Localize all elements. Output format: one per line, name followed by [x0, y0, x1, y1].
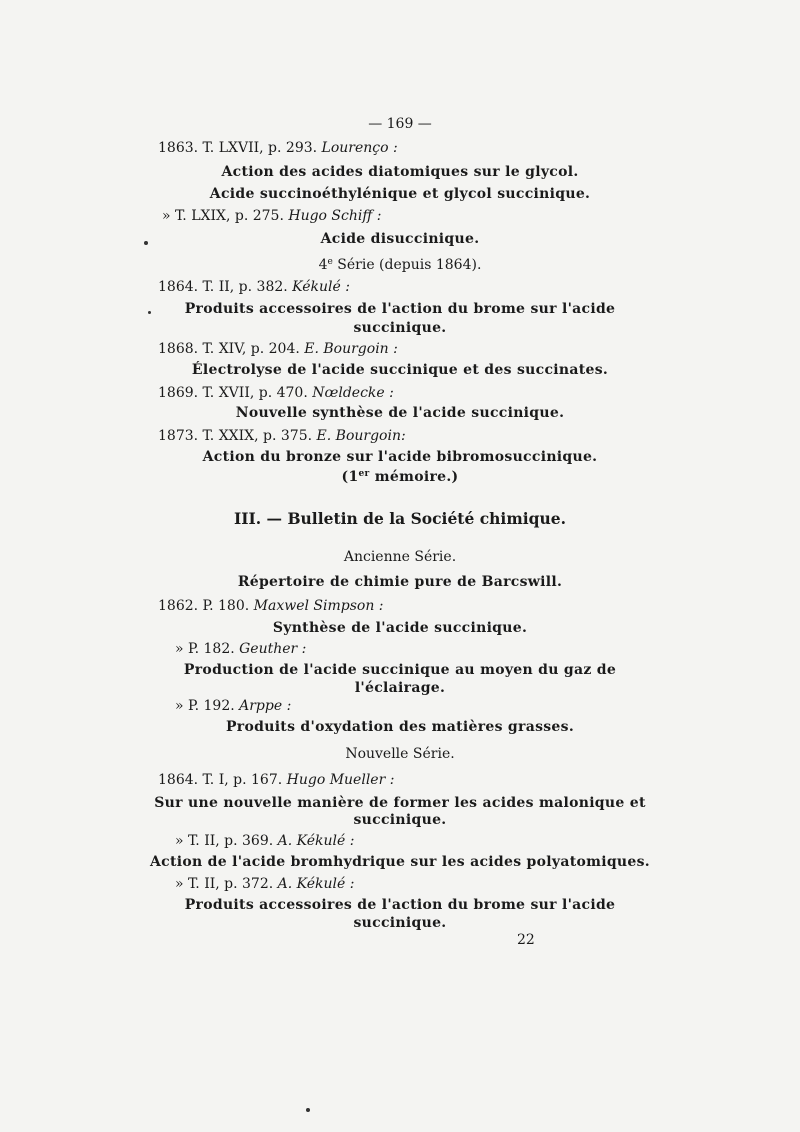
- citation-ref: 1869. T. XVII, p. 470.: [158, 385, 308, 401]
- series-heading: 4e Série (depuis 1864).: [318, 257, 482, 273]
- print-speck: [148, 311, 151, 314]
- article-title: Action des acides diatomiques sur le glycol.: [221, 164, 579, 180]
- page-number: — 169 —: [368, 116, 432, 132]
- article-title-cont: succinique.: [353, 915, 447, 931]
- repertoire-title: Répertoire de chimie pure de Barcswill.: [237, 574, 563, 590]
- citation-ref: » T. II, p. 372.: [175, 876, 274, 892]
- citation-line: [175, 698, 291, 714]
- citation-ref: 1864. T. I, p. 167.: [158, 772, 283, 788]
- citation-ref: 1864. T. II, p. 382.: [158, 279, 288, 295]
- citation-author: A. Kékulé :: [277, 833, 355, 849]
- citation-author: E. Bourgoin :: [304, 341, 398, 357]
- citation-line: [158, 341, 398, 357]
- citation-author: A. Kékulé :: [277, 876, 355, 892]
- article-title: Produits accessoires de l'action du brome sur l'acide: [184, 897, 616, 913]
- article-title: Synthèse de l'acide succinique.: [272, 620, 528, 636]
- article-title: Électrolyse de l'acide succinique et des succinates.: [191, 362, 609, 378]
- citation-ref: 1873. T. XXIX, p. 375.: [158, 428, 313, 444]
- series-heading: Ancienne Série.: [343, 549, 457, 565]
- citation-author: E. Bourgoin:: [316, 428, 406, 444]
- article-title: Action de l'acide bromhydrique sur les acides polyatomiques.: [150, 854, 650, 870]
- citation-line: [158, 428, 406, 444]
- citation-line: [162, 208, 381, 224]
- citation-author: Hugo Schiff :: [288, 208, 382, 224]
- citation-line: [158, 385, 394, 401]
- citation-author: Lourenço :: [321, 140, 398, 156]
- citation-line: [158, 279, 350, 295]
- citation-author: Arppe :: [239, 698, 292, 714]
- series-heading: Nouvelle Série.: [345, 746, 455, 762]
- citation-ref: » T. II, p. 369.: [175, 833, 274, 849]
- print-speck: [306, 1108, 310, 1112]
- article-title: Acide disuccinique.: [320, 231, 480, 247]
- article-title: Sur une nouvelle manière de former les acides malonique et: [154, 795, 646, 811]
- citation-line: [175, 833, 354, 849]
- citation-ref: » P. 182.: [175, 641, 235, 657]
- print-speck: [144, 241, 148, 245]
- article-title: Produits d'oxydation des matières grasses.: [225, 719, 574, 735]
- citation-ref: 1868. T. XIV, p. 204.: [158, 341, 300, 357]
- citation-author: Nœldecke :: [312, 385, 394, 401]
- citation-author: Maxwel Simpson :: [253, 598, 384, 614]
- citation-line: [158, 598, 384, 614]
- article-title-cont: succinique.: [353, 320, 447, 336]
- citation-line: [158, 140, 398, 156]
- memoire-note: (1er mémoire.): [341, 469, 459, 485]
- signature-mark: 22: [517, 932, 535, 948]
- article-title: Produits accessoires de l'action du brome sur l'acide: [184, 301, 616, 317]
- citation-ref: 1863. T. LXVII, p. 293.: [158, 140, 318, 156]
- citation-author: Hugo Mueller :: [286, 772, 395, 788]
- article-title: Production de l'acide succinique au moyen du gaz de: [183, 662, 617, 678]
- citation-line: [175, 876, 354, 892]
- citation-line: [175, 641, 306, 657]
- citation-ref: » T. LXIX, p. 275.: [162, 208, 284, 224]
- citation-ref: 1862. P. 180.: [158, 598, 250, 614]
- section-heading: III. — Bulletin de la Société chimique.: [234, 509, 566, 528]
- article-title-cont: succinique.: [353, 812, 447, 828]
- citation-author: Geuther :: [239, 641, 307, 657]
- article-title-cont: l'éclairage.: [354, 680, 446, 696]
- citation-line: [158, 772, 394, 788]
- article-title: Acide succinoéthylénique et glycol succinique.: [209, 186, 591, 202]
- citation-ref: » P. 192.: [175, 698, 235, 714]
- citation-author: Kékulé :: [292, 279, 350, 295]
- article-title: Nouvelle synthèse de l'acide succinique.: [235, 405, 565, 421]
- article-title: Action du bronze sur l'acide bibromosuccinique.: [202, 449, 598, 465]
